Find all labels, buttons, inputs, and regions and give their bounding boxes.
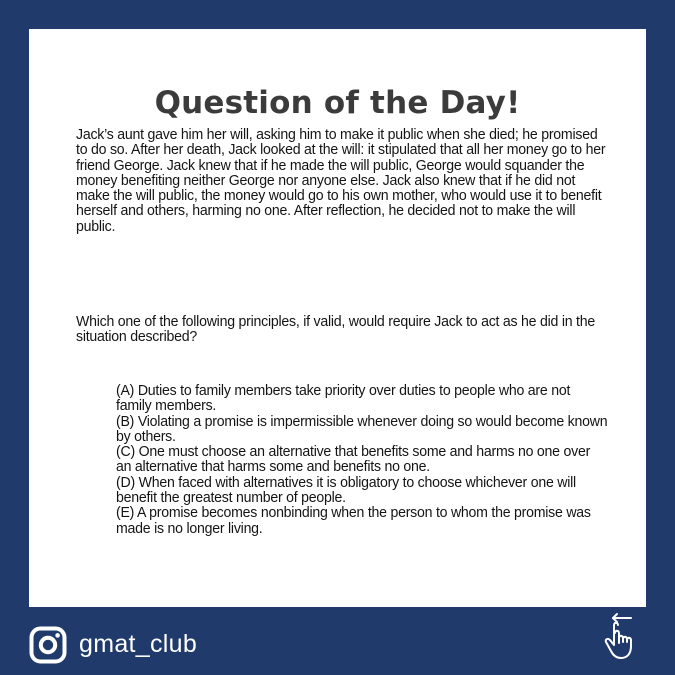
question-passage: Jack’s aunt gave him her will, asking him to make it public when she died; he promised to do so. After her death, Jack looked at the will: it stipulated that all her money go to her friend George. Jack knew that if he made the will public, George would squander the money benefiting neither George nor anyone else. Jack also knew that if he did not make the will public, the money would go to his own mother, who would use it to benefit herself and others, harming no one. After reflection, he decided not to make the will public. xyxy=(76,126,606,235)
option-b: (B) Violating a promise is impermissible whenever doing so would become known by others. xyxy=(116,412,608,445)
option-d: (D) When faced with alternatives it is obligatory to choose whichever one will benefit the greatest number of people. xyxy=(116,473,576,507)
swipe-hand-icon xyxy=(603,611,645,663)
question-stem: Which one of the following principles, if valid, would require Jack to act as he did in the situation described? xyxy=(76,313,595,346)
question-card xyxy=(29,29,646,607)
instagram-icon[interactable] xyxy=(29,626,67,664)
option-a: (A) Duties to family members take priority over duties to people who are not family members. xyxy=(116,382,571,415)
option-e: (E) A promise becomes nonbinding when the person to whom the promise was made is no longer living. xyxy=(116,504,591,537)
answer-options xyxy=(116,383,609,536)
page-title: Question of the Day! xyxy=(154,85,521,121)
option-c: (C) One must choose an alternative that benefits some and harms no one over an alternative that harms some and benefits no one. xyxy=(116,443,591,476)
social-handle[interactable]: gmat_club xyxy=(79,630,198,658)
